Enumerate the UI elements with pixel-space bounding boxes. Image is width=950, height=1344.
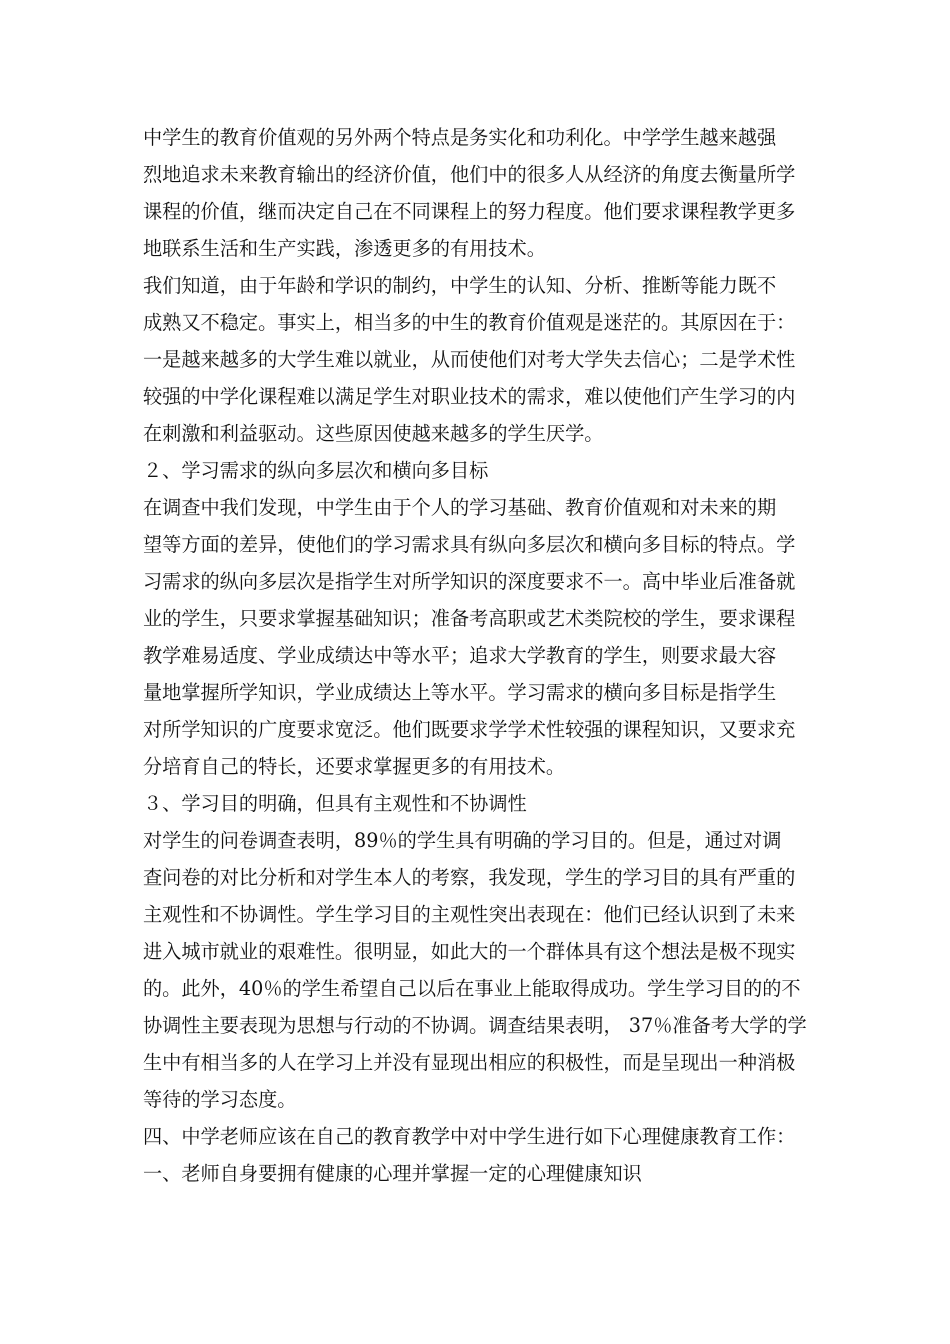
text-line: 的。此外，40％的学生希望自己以后在事业上能取得成功。学生学习目的的不 <box>143 977 801 1000</box>
text-line: 业的学生，只要求掌握基础知识；准备考高职或艺术类院校的学生，要求课程 <box>143 607 796 630</box>
text-line: 查问卷的对比分析和对学生本人的考察，我发现，学生的学习目的具有严重的 <box>143 866 796 889</box>
text-line: 进入城市就业的艰难性。很明显，如此大的一个群体具有这个想法是极不现实 <box>143 940 796 963</box>
text-line: 教学难易适度、学业成绩达中等水平；追求大学教育的学生，则要求最大容 <box>143 644 777 667</box>
text-line: 课程的价值，继而决定自己在不同课程上的努力程度。他们要求课程教学更多 <box>143 200 796 223</box>
section-heading: ２、学习需求的纵向多层次和横向多目标 <box>143 459 489 482</box>
text-line: 量地掌握所学知识，学业成绩达上等水平。学习需求的横向多目标是指学生 <box>143 681 777 704</box>
text-line: 中学生的教育价值观的另外两个特点是务实化和功利化。中学学生越来越强 <box>143 126 777 149</box>
section-heading: 四、中学老师应该在自己的教育教学中对中学生进行如下心理健康教育工作： <box>143 1125 796 1148</box>
text-line: 在调查中我们发现，中学生由于个人的学习基础、教育价值观和对未来的期 <box>143 496 777 519</box>
section-heading: ３、学习目的明确，但具有主观性和不协调性 <box>143 792 527 815</box>
text-line: 地联系生活和生产实践，渗透更多的有用技术。 <box>143 237 546 260</box>
text-line: 生中有相当多的人在学习上并没有显现出相应的积极性，而是呈现出一种消极 <box>143 1051 796 1074</box>
text-line: 等待的学习态度。 <box>143 1088 297 1111</box>
text-line: 成熟又不稳定。事实上，相当多的中生的教育价值观是迷茫的。其原因在于： <box>143 311 796 334</box>
section-heading: 一、老师自身要拥有健康的心理并掌握一定的心理健康知识 <box>143 1162 642 1185</box>
text-line: 我们知道，由于年龄和学识的制约，中学生的认知、分析、推断等能力既不 <box>143 274 777 297</box>
text-line: 主观性和不协调性。学生学习目的主观性突出表现在：他们已经认识到了未来 <box>143 903 796 926</box>
text-line: 一是越来越多的大学生难以就业，从而使他们对考大学失去信心；二是学术性 <box>143 348 796 371</box>
text-line: 对学生的问卷调查表明，89％的学生具有明确的学习目的。但是，通过对调 <box>143 829 782 852</box>
text-line: 对所学知识的广度要求宽泛。他们既要求学学术性较强的课程知识，又要求充 <box>143 718 796 741</box>
text-line: 分培育自己的特长，还要求掌握更多的有用技术。 <box>143 755 566 778</box>
text-line: 在刺激和利益驱动。这些原因使越来越多的学生厌学。 <box>143 422 604 445</box>
text-line: 烈地追求未来教育输出的经济价值，他们中的很多人从经济的角度去衡量所学 <box>143 163 796 186</box>
text-line: 习需求的纵向多层次是指学生对所学知识的深度要求不一。高中毕业后准备就 <box>143 570 796 593</box>
text-line: 望等方面的差异，使他们的学习需求具有纵向多层次和横向多目标的特点。学 <box>143 533 796 556</box>
text-line: 较强的中学化课程难以满足学生对职业技术的需求，难以使他们产生学习的内 <box>143 385 796 408</box>
text-line: 协调性主要表现为思想与行动的不协调。调查结果表明， 37％准备考大学的学 <box>143 1014 807 1037</box>
